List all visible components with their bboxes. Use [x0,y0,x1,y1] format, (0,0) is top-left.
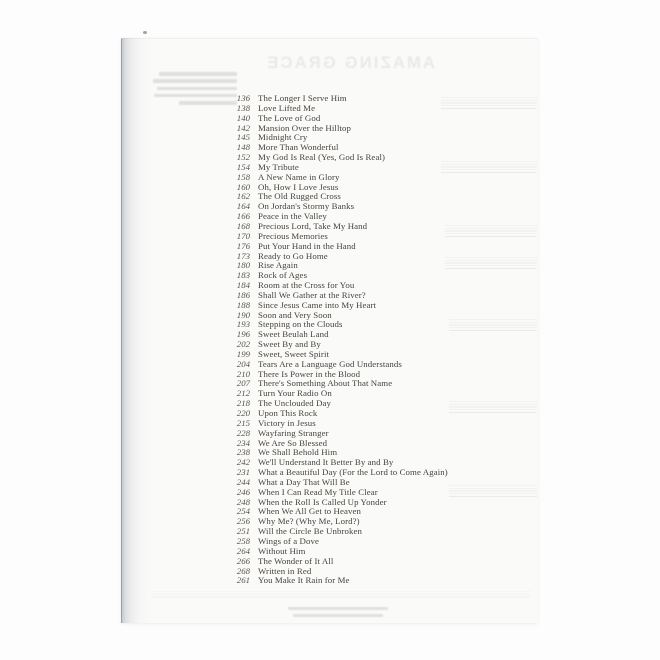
song-title: When We All Get to Heaven [258,506,362,517]
song-title: We'll Understand It Better By and By [258,457,394,468]
song-page-number: 148 [236,142,250,153]
song-page-number: 184 [236,280,250,291]
song-title: Precious Lord, Take My Hand [258,220,368,231]
song-title: Love Lifted Me [258,102,316,113]
song-page-number: 183 [236,270,250,281]
song-title: Wayfaring Stranger [258,427,329,438]
song-title: Sweet By and By [258,339,321,350]
song-page-number: 220 [236,408,250,418]
song-title: Room at the Cross for You [258,280,355,291]
song-page-number: 210 [236,368,250,379]
song-title: Put Your Hand in the Hand [258,240,356,251]
song-page-number: 186 [236,289,250,300]
song-title: Shall We Gather at the River? [258,289,366,300]
song-title: Precious Memories [258,230,328,241]
song-page-number: 202 [236,339,250,350]
song-page-number: 248 [236,496,250,507]
song-page-number: 256 [236,516,250,527]
song-page-number: 218 [236,398,250,409]
song-title: Why Me? (Why Me, Lord?) [258,516,360,527]
song-title: Written in Red [258,565,312,576]
song-title: You Make It Rain for Me [258,575,350,586]
song-page-number: 234 [236,437,250,448]
song-page-number: 154 [236,161,250,172]
song-page-number: 136 [236,93,250,103]
song-title: Soon and Very Soon [258,309,332,320]
song-title: There Is Power in the Blood [258,368,361,379]
song-title: Will the Circle Be Unbroken [258,526,362,537]
song-page-number: 142 [236,122,250,133]
song-page-number: 228 [236,427,250,438]
song-title: Stepping on the Clouds [258,319,343,330]
song-title: My Tribute [258,161,299,172]
song-page-number: 246 [236,486,250,497]
song-title: Rock of Ages [258,270,308,281]
song-title: The Longer I Serve Him [258,93,347,103]
song-page-number: 160 [236,181,250,192]
song-title: A New Name in Glory [258,171,340,182]
song-title: Peace in the Valley [258,211,327,222]
song-title: The Love of God [258,112,321,123]
song-page-number: 199 [236,348,250,359]
song-page-number: 204 [236,358,250,369]
song-title: Without Him [258,545,306,556]
song-page-number: 264 [236,545,250,556]
song-page-number: 231 [236,467,250,478]
song-page-number: 254 [236,506,250,517]
song-title: What a Beautiful Day (For the Lord to Come Again) [258,467,448,478]
song-title: When I Can Read My Title Clear [258,486,378,497]
bleedthrough-text-line [157,87,237,91]
song-title: Sweet, Sweet Spirit [258,348,330,359]
song-page-number: 242 [236,457,250,468]
song-title: When the Roll Is Called Up Yonder [258,496,387,507]
song-title: The Old Rugged Cross [258,191,341,202]
song-title: Wings of a Dove [258,535,319,546]
song-title: We Shall Behold Him [258,447,338,458]
song-page-number: 170 [236,230,250,241]
song-page-number: 162 [236,191,250,202]
song-page-number: 215 [236,417,250,428]
song-title: Since Jesus Came into My Heart [258,299,377,310]
bleedthrough-text-line [288,607,388,610]
song-page-number: 207 [236,378,250,389]
song-page-number: 244 [236,476,250,487]
song-title: Victory in Jesus [258,417,316,428]
song-title: What a Day That Will Be [258,476,350,487]
book-page [121,38,538,623]
song-page-number: 166 [236,211,250,222]
song-title: Turn Your Radio On [258,388,332,399]
song-page-number: 188 [236,299,250,310]
song-title: We Are So Blessed [258,437,328,448]
song-row [222,576,522,586]
song-page-number: 190 [236,309,250,320]
song-page-number: 176 [236,240,250,251]
song-index-list [222,94,522,586]
song-title: Midnight Cry [258,132,308,143]
bleedthrough-text-line [159,72,237,76]
song-title: The Wonder of It All [258,555,334,566]
song-title: There's Something About That Name [258,378,393,389]
bleedthrough-staff-lines [151,591,531,598]
song-page-number: 212 [236,388,250,399]
song-title: Sweet Beulah Land [258,329,329,340]
song-title: Upon This Rock [258,408,318,418]
song-page-number: 164 [236,201,250,212]
song-title: Mansion Over the Hilltop [258,122,352,133]
song-page-number: 196 [236,329,250,340]
song-page-number: 140 [236,112,250,123]
song-page-number: 145 [236,132,250,143]
song-title: Ready to Go Home [258,250,328,261]
song-page-number: 180 [236,260,250,271]
song-title: The Unclouded Day [258,398,332,409]
song-title: My God Is Real (Yes, God Is Real) [258,152,386,163]
bleedthrough-copyright [286,607,390,620]
bleedthrough-text-line [293,614,383,617]
bleedthrough-text-line [153,79,237,83]
song-title: Oh, How I Love Jesus [258,181,339,192]
song-page-number: 258 [236,535,250,546]
song-page-number: 251 [236,526,250,537]
scan-speck [143,31,147,34]
song-page-number: 152 [236,152,250,163]
song-page-number: 138 [236,102,250,113]
song-page-number: 173 [236,250,250,261]
song-page-number: 268 [236,565,250,576]
song-page-number: 168 [236,220,250,231]
song-page-number: 193 [236,319,250,330]
song-page-number: 266 [236,555,250,566]
song-title: Tears Are a Language God Understands [258,358,402,369]
song-page-number: 261 [236,575,250,586]
song-title: On Jordan's Stormy Banks [258,201,355,212]
song-page-number: 158 [236,171,250,182]
song-page-number: 238 [236,447,250,458]
song-title: More Than Wonderful [258,142,339,153]
song-title: Rise Again [258,260,298,271]
bleedthrough-title: AMAZING GRACE [265,54,435,72]
